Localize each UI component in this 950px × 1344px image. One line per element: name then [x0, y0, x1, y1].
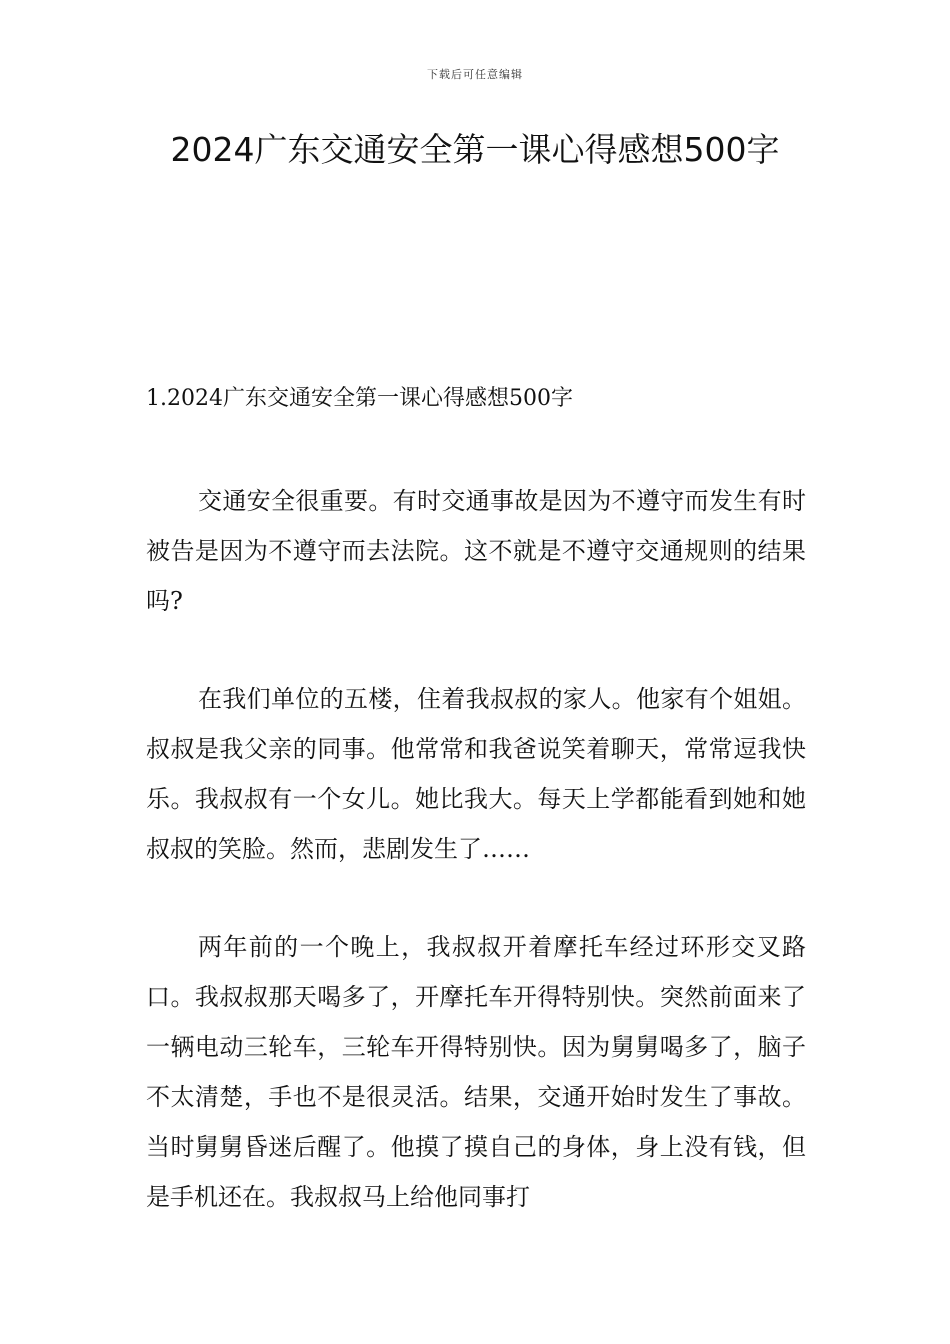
- paragraph: 两年前的一个晚上，我叔叔开着摩托车经过环形交叉路口。我叔叔那天喝多了，开摩托车开得特别快。突然前面来了一辆电动三轮车，三轮车开得特别快。因为舅舅喝多了，脑子不太清楚，手也不是很灵活。结果，交通开始时发生了事故。当时舅舅昏迷后醒了。他摸了摸自己的身体，身上没有钱，但是手机还在。我叔叔马上给他同事打: [146, 933, 806, 1211]
- document-title: 2024广东交通安全第一课心得感想500字: [170, 130, 780, 169]
- header-note: 下载后可任意编辑: [427, 68, 523, 81]
- paragraph: 交通安全很重要。有时交通事故是因为不遵守而发生有时被告是因为不遵守而去法院。这不就是不遵守交通规则的结果吗?: [146, 487, 806, 615]
- paragraph: 在我们单位的五楼，住着我叔叔的家人。他家有个姐姐。叔叔是我父亲的同事。他常常和我爸说笑着聊天，常常逗我快乐。我叔叔有一个女儿。她比我大。每天上学都能看到她和她叔叔的笑脸。然而，悲剧发生了……: [146, 685, 806, 863]
- section-heading: 1.2024广东交通安全第一课心得感想500字: [146, 386, 573, 411]
